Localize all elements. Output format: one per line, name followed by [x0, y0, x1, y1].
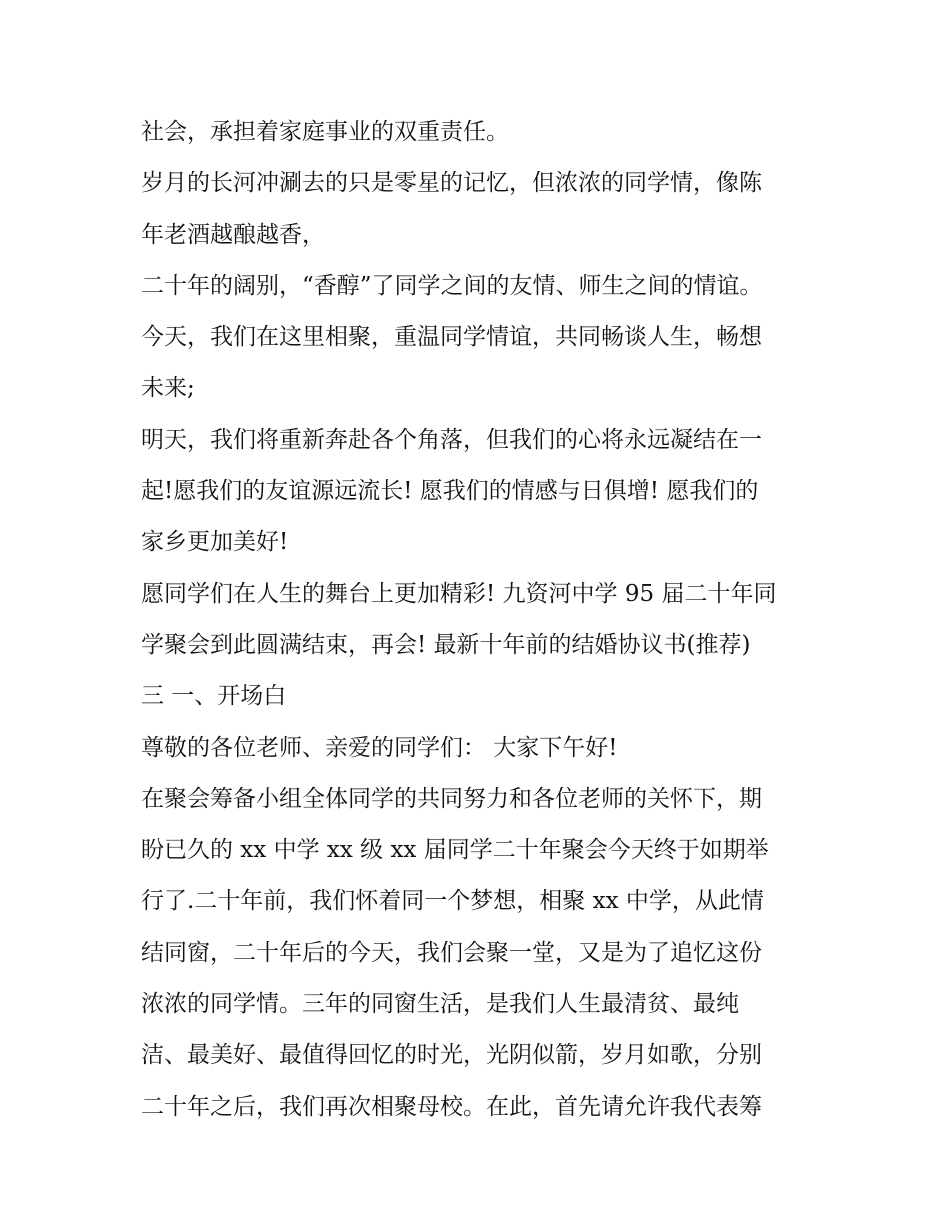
text-line: 二十年的阔别，“香醇”了同学之间的友情、师生之间的情谊。 — [141, 272, 763, 299]
text-line: 年老酒越酿越香， — [141, 221, 325, 248]
text-line: 学聚会到此圆满结束，再会! 最新十年前的结婚协议书(推荐) — [141, 631, 751, 658]
text-line: 家乡更加美好! — [141, 529, 289, 556]
text-line: 未来; — [141, 375, 195, 402]
text-line: 明天，我们将重新奔赴各个角落，但我们的心将永远凝结在一 — [141, 426, 762, 453]
text-line: 浓浓的同学情。三年的同窗生活，是我们人生最清贫、最纯 — [141, 991, 739, 1018]
text-line: 岁月的长河冲涮去的只是零星的记忆，但浓浓的同学情，像陈 — [141, 170, 762, 197]
text-line: 社会，承担着家庭事业的双重责任。 — [141, 119, 509, 145]
greeting-line: 尊敬的各位老师、亲爱的同学们： 大家下午好! — [141, 734, 618, 761]
text-line: 起!愿我们的友谊源远流长! 愿我们的情感与日俱增! 愿我们的 — [141, 478, 759, 505]
text-line: 二十年之后，我们再次相聚母校。在此，首先请允许我代表筹 — [141, 1093, 762, 1120]
text-line: 盼已久的 xx 中学 xx 级 xx 届同学二十年聚会今天终于如期举 — [141, 837, 769, 864]
text-line: 洁、最美好、最值得回忆的时光，光阴似箭，岁月如歌，分别 — [141, 1042, 762, 1069]
section-heading: 三 一、开场白 — [141, 683, 287, 710]
text-line: 结同窗，二十年后的今天，我们会聚一堂，又是为了追忆这份 — [141, 939, 762, 966]
body-text — [141, 107, 821, 1133]
text-line: 今天，我们在这里相聚，重温同学情谊，共同畅谈人生，畅想 — [141, 324, 762, 351]
text-line: 愿同学们在人生的舞台上更加精彩! 九资河中学 95 届二十年同 — [141, 580, 777, 607]
text-line: 在聚会筹备小组全体同学的共同努力和各位老师的关怀下，期 — [141, 785, 762, 812]
text-line: 行了.二十年前，我们怀着同一个梦想，相聚 xx 中学，从此情 — [141, 888, 764, 915]
